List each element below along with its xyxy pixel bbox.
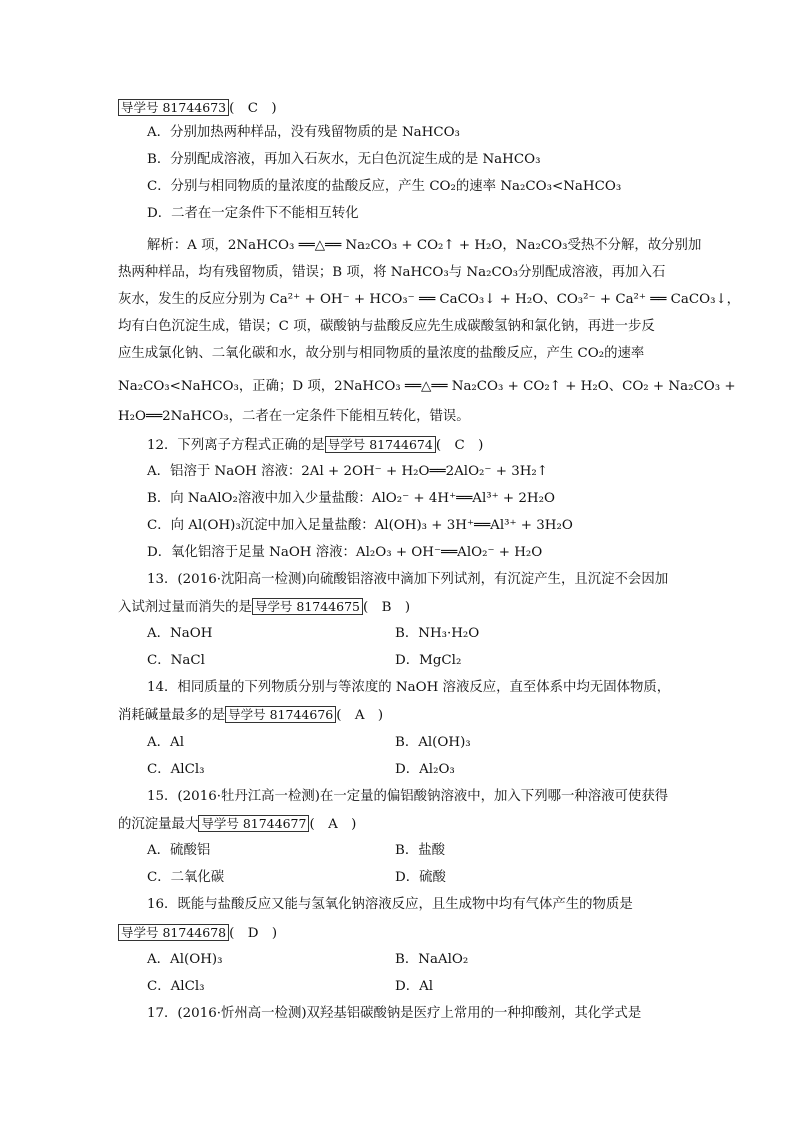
question-15-stem-2: 的沉淀量最大	[118, 817, 199, 832]
guide-number-tag[interactable]: 导学号 81744674	[325, 436, 436, 453]
analysis-line-7: H₂O══2NaHCO₃，二者在一定条件下能相互转化，错误。	[118, 409, 470, 424]
question-14-stem: 14．相同质量的下列物质分别与等浓度的 NaOH 溶液反应，直至体系中均无固体物质，	[147, 680, 671, 695]
option-b: B．向 NaAlO₂溶液中加入少量盐酸：AlO₂⁻ + 4H⁺══Al³⁺ + 2H₂O	[147, 491, 555, 506]
answer-c: ( C )	[435, 438, 484, 453]
option-row	[147, 977, 707, 997]
analysis-line-2: 热两种样品，均有残留物质，错误；B 项，将 NaHCO₃与 Na₂CO₃分别配成溶液，再加入石	[118, 265, 666, 280]
answer-c: ( C )	[229, 101, 277, 116]
analysis-line-6: Na₂CO₃<NaHCO₃，正确；D 项，2NaHCO₃ ══△══ Na₂CO₃ + CO₂↑ + H₂O、CO₂ + Na₂CO₃ +	[118, 379, 736, 394]
answer-a: ( A )	[336, 708, 384, 723]
option-c: C．向 Al(OH)₃沉淀中加入足量盐酸：Al(OH)₃ + 3H⁺══Al³⁺ + 3H₂O	[147, 518, 573, 533]
option-row	[147, 760, 707, 780]
question-13-stem: 13．(2016·沈阳高一检测)向硫酸铝溶液中滴加下列试剂，有沉淀产生，且沉淀不会因加	[147, 572, 669, 587]
option-row	[147, 841, 707, 861]
question-13-stem-2: 入试剂过量而消失的是	[118, 600, 252, 615]
question-14-stem-2: 消耗碱量最多的是	[118, 708, 226, 723]
option-row	[147, 624, 707, 644]
question-16-stem: 16．既能与盐酸反应又能与氢氧化钠溶液反应，且生成物中均有气体产生的物质是	[147, 897, 633, 912]
option-b: B．Al(OH)₃	[395, 735, 471, 750]
option-d: D．MgCl₂	[395, 653, 462, 668]
analysis-line-5: 应生成氯化钠、二氧化碳和水，故分别与相同物质的量浓度的盐酸反应，产生 CO₂的速率	[118, 346, 645, 361]
question-15	[118, 814, 678, 835]
option-a: A．Al(OH)₃	[147, 952, 223, 967]
option-d: D．硫酸	[395, 870, 446, 885]
question-12	[147, 435, 707, 456]
guide-number-tag[interactable]: 导学号 81744676	[225, 706, 336, 723]
option-c: C．分别与相同物质的量浓度的盐酸反应，产生 CO₂的速率 Na₂CO₃<NaHCO₃	[147, 179, 622, 194]
option-row	[147, 868, 707, 888]
analysis-line-1: 解析：A 项，2NaHCO₃ ══△══ Na₂CO₃ + CO₂↑ + H₂O，Na₂CO₃受热不分解，故分别加	[147, 238, 702, 253]
analysis-line-3: 灰水，发生的反应分别为 Ca²⁺ + OH⁻ + HCO₃⁻ ══ CaCO₃↓ + H₂O、CO₃²⁻ + Ca²⁺ ══ CaCO₃↓，	[118, 292, 741, 307]
option-c: C．AlCl₃	[147, 762, 205, 777]
option-b: B．盐酸	[395, 843, 446, 858]
answer-a: ( A )	[309, 817, 357, 832]
question-16	[118, 923, 678, 944]
answer-b: ( B )	[363, 600, 411, 615]
option-d: D．Al	[395, 979, 434, 994]
question-14	[118, 705, 678, 726]
option-a: A．分别加热两种样品，没有残留物质的是 NaHCO₃	[147, 125, 460, 140]
option-a: A．NaOH	[147, 626, 213, 641]
option-d: D．氧化铝溶于足量 NaOH 溶液：Al₂O₃ + OH⁻══AlO₂⁻ + H₂O	[147, 545, 543, 560]
option-d: D．二者在一定条件下不能相互转化	[147, 206, 359, 221]
option-row	[147, 651, 707, 671]
option-a: A．Al	[147, 735, 185, 750]
question-11-tail	[118, 98, 678, 119]
answer-d: ( D )	[229, 926, 278, 941]
guide-number-tag[interactable]: 导学号 81744675	[252, 598, 363, 615]
question-15-stem: 15．(2016·牡丹江高一检测)在一定量的偏铝酸钠溶液中，加入下列哪一种溶液可使获得	[147, 789, 669, 804]
option-b: B．分别配成溶液，再加入石灰水，无白色沉淀生成的是 NaHCO₃	[147, 152, 541, 167]
guide-number-tag[interactable]: 导学号 81744673	[118, 99, 229, 116]
question-17-stem: 17．(2016·忻州高一检测)双羟基铝碳酸钠是医疗上常用的一种抑酸剂，其化学式是	[147, 1006, 642, 1021]
option-c: C．二氧化碳	[147, 870, 225, 885]
question-12-stem: 12．下列离子方程式正确的是	[147, 438, 325, 453]
option-a: A．铝溶于 NaOH 溶液：2Al + 2OH⁻ + H₂O══2AlO₂⁻ + 3H₂↑	[147, 464, 549, 479]
option-d: D．Al₂O₃	[395, 762, 455, 777]
option-a: A．硫酸铝	[147, 843, 211, 858]
option-c: C．NaCl	[147, 653, 205, 668]
guide-number-tag[interactable]: 导学号 81744677	[198, 815, 309, 832]
option-row	[147, 950, 707, 970]
option-b: B．NH₃·H₂O	[395, 626, 480, 641]
option-c: C．AlCl₃	[147, 979, 205, 994]
guide-number-tag[interactable]: 导学号 81744678	[118, 924, 229, 941]
option-row	[147, 733, 707, 753]
analysis-line-4: 均有白色沉淀生成，错误；C 项，碳酸钠与盐酸反应先生成碳酸氢钠和氯化钠，再进一步反	[118, 319, 655, 334]
option-b: B．NaAlO₂	[395, 952, 469, 967]
question-13	[118, 597, 678, 618]
